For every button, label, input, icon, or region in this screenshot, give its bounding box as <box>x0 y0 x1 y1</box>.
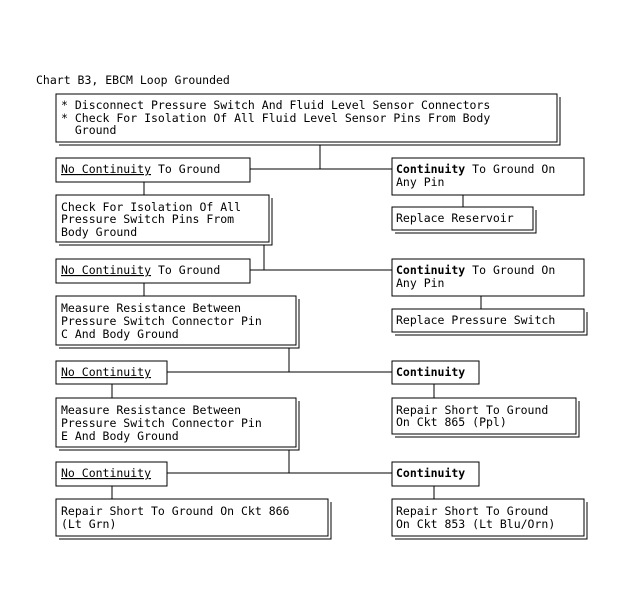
repair-866-line-1: Repair Short To Ground On Ckt 866 <box>61 504 290 518</box>
measure-c-line-2: Pressure Switch Connector Pin <box>61 314 262 328</box>
result-1-no-key: No Continuity <box>61 162 152 176</box>
svg-text:Continuity <box>396 365 465 379</box>
repair-ckt-866-box <box>56 499 331 539</box>
repair-ckt-865-box <box>392 398 579 437</box>
repair-ckt-853-box <box>392 499 587 539</box>
svg-text:No Continuity <box>61 466 151 480</box>
start-box <box>56 94 560 145</box>
result-3-yes-key: Continuity <box>396 365 466 379</box>
result-4-yes-key: Continuity <box>396 466 466 480</box>
svg-text:Continuity To Ground On <box>396 162 555 176</box>
result-4-no-continuity <box>56 462 167 486</box>
result-4-continuity <box>392 462 479 486</box>
start-line-1: * Disconnect Pressure Switch And Fluid Level Sensor Connectors <box>61 98 491 112</box>
result-3-no-continuity <box>56 361 167 384</box>
result-1-no-continuity <box>56 158 250 182</box>
measure-pin-c-box <box>56 296 299 348</box>
result-1-yes-key: Continuity <box>396 162 466 176</box>
result-2-yes-line-2: Any Pin <box>396 276 445 290</box>
svg-text:No Continuity To Ground <box>61 263 220 277</box>
result-3-no-key: No Continuity <box>61 365 152 379</box>
check-ps-line-1: Check For Isolation Of All <box>61 200 242 214</box>
check-ps-line-3: Body Ground <box>61 225 138 239</box>
result-1-yes-line-2: Any Pin <box>396 175 445 189</box>
svg-text:Continuity To Ground On <box>396 263 555 277</box>
replace-ps-text: Replace Pressure Switch <box>396 313 556 327</box>
result-1-continuity <box>392 158 584 195</box>
measure-e-line-1: Measure Resistance Between <box>61 403 242 417</box>
repair-866-line-2: (Lt Grn) <box>61 517 117 531</box>
repair-865-line-1: Repair Short To Ground <box>396 403 549 417</box>
svg-text:Continuity <box>396 466 465 480</box>
chart-title: Chart B3, EBCM Loop Grounded <box>36 73 230 87</box>
svg-text:No Continuity To Ground <box>61 162 220 176</box>
svg-text:No Continuity <box>61 365 151 379</box>
result-1-yes-rest: To Ground On <box>465 162 556 176</box>
measure-e-line-3: E And Body Ground <box>61 429 179 443</box>
result-2-yes-rest: To Ground On <box>465 263 556 277</box>
replace-reservoir-text: Replace Reservoir <box>396 211 514 225</box>
measure-pin-e-box <box>56 398 299 450</box>
result-4-no-key: No Continuity <box>61 466 152 480</box>
check-ps-line-2: Pressure Switch Pins From <box>61 212 235 226</box>
measure-c-line-3: C And Body Ground <box>61 327 179 341</box>
result-2-no-continuity <box>56 259 250 283</box>
result-2-yes-key: Continuity <box>396 263 466 277</box>
result-2-no-key: No Continuity <box>61 263 152 277</box>
check-pressure-switch-box <box>56 195 272 245</box>
result-3-continuity <box>392 361 479 384</box>
start-line-2: * Check For Isolation Of All Fluid Level Sensor Pins From Body <box>61 111 491 125</box>
replace-pressure-switch-box <box>392 309 587 335</box>
result-2-continuity <box>392 259 584 296</box>
repair-865-line-2: On Ckt 865 (Ppl) <box>396 415 507 429</box>
measure-e-line-2: Pressure Switch Connector Pin <box>61 416 262 430</box>
repair-853-line-2: On Ckt 853 (Lt Blu/Orn) <box>396 517 556 531</box>
repair-853-line-1: Repair Short To Ground <box>396 504 549 518</box>
result-1-no-rest: To Ground <box>151 162 221 176</box>
start-line-3: Ground <box>61 123 117 137</box>
replace-reservoir-box <box>392 207 536 233</box>
measure-c-line-1: Measure Resistance Between <box>61 301 242 315</box>
result-2-no-rest: To Ground <box>151 263 221 277</box>
